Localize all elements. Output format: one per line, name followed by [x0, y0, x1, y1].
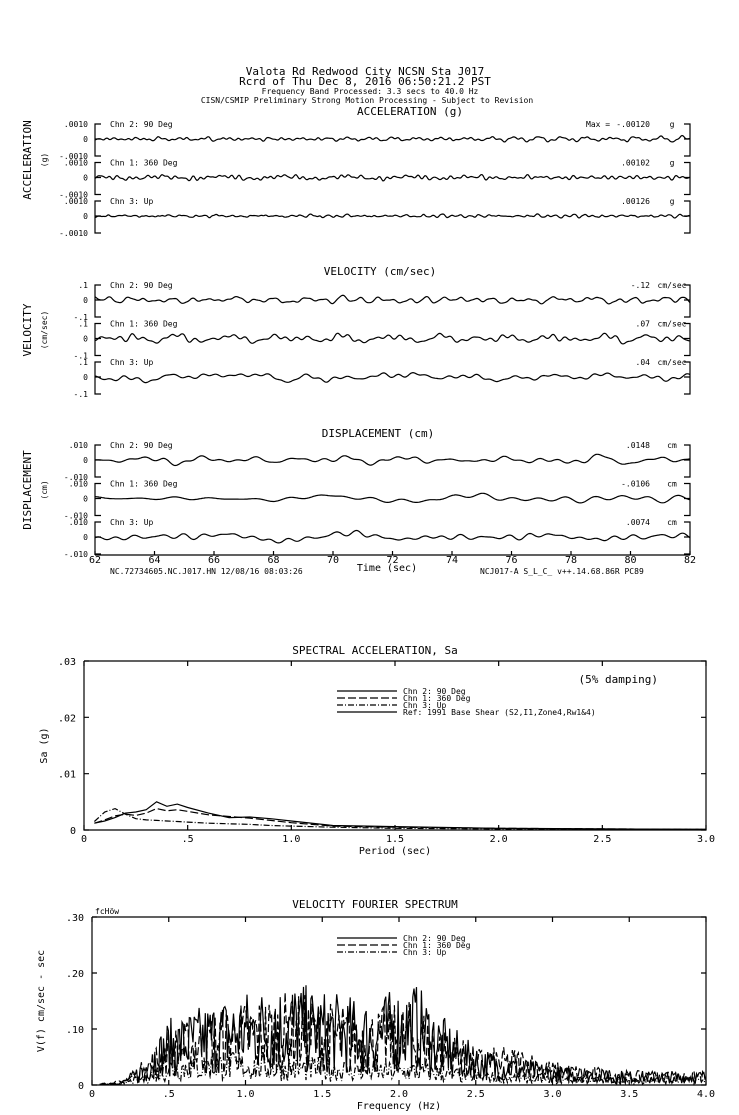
- y-axis-label: DISPLACEMENT: [21, 450, 34, 530]
- panel-title: ACCELERATION (g): [357, 105, 463, 118]
- x-tick-label: 64: [148, 555, 161, 566]
- x-tick-label: 3.5: [620, 1089, 639, 1100]
- x-tick-label: 68: [267, 555, 280, 566]
- x-tick-label: 78: [564, 555, 578, 566]
- y-tick-zero: 0: [83, 456, 88, 465]
- header: [201, 65, 534, 105]
- y-axis-label: ACCELERATION: [21, 120, 34, 200]
- x-tick-label: 1.5: [313, 1089, 332, 1100]
- x-tick-label: 2.5: [466, 1089, 485, 1100]
- y-axis-unit: (cm): [40, 480, 49, 500]
- y-tick-zero: 0: [83, 533, 88, 542]
- y-axis-label: Sa (g): [39, 727, 50, 764]
- y-tick-label: 0: [77, 1081, 84, 1092]
- y-tick-bottom: -.1: [73, 313, 88, 322]
- panel-acceleration: [21, 105, 690, 238]
- peak-value: -.0106: [621, 479, 650, 489]
- legend-label: Chn 3: Up: [403, 948, 447, 957]
- peak-unit: g: [669, 120, 675, 129]
- y-tick-bottom: -.0010: [59, 190, 88, 200]
- x-tick-label: 62: [88, 555, 102, 566]
- legend-label: Chn 1: 360 Deg: [403, 694, 471, 703]
- legend-label: Ref: 1991 Base Shear (S2,I1,Zone4,Rw1&4): [403, 708, 596, 717]
- y-axis-label: VELOCITY: [21, 303, 34, 357]
- y-tick-bottom: -.0010: [59, 152, 88, 161]
- legend-label: Chn 3: Up: [403, 701, 447, 710]
- channel-axis: [95, 484, 690, 516]
- channel-label: Chn 3: Up: [110, 518, 154, 527]
- peak-value: .07: [635, 319, 650, 329]
- x-axis-label: Period (sec): [358, 846, 432, 857]
- channel-axis: [95, 201, 690, 233]
- legend-label: Chn 1: 360 Deg: [403, 941, 471, 950]
- legend-label: Chn 2: 90 Deg: [403, 934, 466, 943]
- chart-title: SPECTRAL ACCELERATION, Sa: [292, 644, 458, 657]
- x-tick-label: 80: [624, 555, 637, 566]
- panel-displacement: [21, 427, 690, 559]
- x-tick-label: 2.0: [489, 834, 508, 845]
- panel-velocity: [21, 265, 690, 399]
- y-tick-label: .30: [65, 913, 84, 924]
- waveform-trace: [95, 295, 690, 304]
- peak-value: .00126: [621, 197, 650, 206]
- channel-label: Chn 1: 360 Deg: [110, 319, 178, 329]
- footer-right: NCJ017-A S_L_C_ v++.14.68.86R PC89: [480, 567, 644, 576]
- x-axis-label: Frequency (Hz): [356, 1101, 442, 1112]
- header-line3: Frequency Band Processed: 3.3 secs to 40.0 Hz: [261, 87, 479, 96]
- y-tick-bottom: -.0010: [59, 229, 88, 238]
- header-line2: Rcrd of Thu Dec 8, 2016 06:50:21.2 PST: [239, 75, 491, 88]
- max-label: Max =: [586, 120, 611, 129]
- header-line1: Valota Rd Redwood City NCSN Sta J017: [245, 65, 485, 78]
- channel-label: Chn 1: 360 Deg: [110, 479, 178, 489]
- y-tick-zero: 0: [83, 334, 88, 344]
- fourier-spectrum-chart: [36, 898, 715, 1112]
- x-tick-label: 72: [386, 555, 399, 566]
- y-tick-top: .010: [68, 441, 88, 450]
- peak-unit: cm: [667, 441, 677, 450]
- y-tick-bottom: -.010: [63, 473, 88, 482]
- x-tick-label: 70: [326, 555, 340, 566]
- peak-value: .0148: [625, 441, 650, 450]
- waveform-trace: [95, 454, 690, 465]
- channel-axis: [95, 324, 690, 356]
- x-tick-label: 74: [445, 555, 459, 566]
- x-tick-label: 1.5: [385, 834, 405, 845]
- peak-unit: cm: [667, 518, 677, 527]
- peak-value: -.00120: [616, 120, 650, 129]
- damping-note: (5% damping): [578, 673, 658, 686]
- y-tick-label: .01: [57, 769, 76, 781]
- peak-value: .00102: [621, 158, 650, 168]
- x-tick-label: 82: [683, 555, 697, 566]
- channel-label: Chn 2: 90 Deg: [110, 281, 173, 290]
- peak-unit: cm/sec: [657, 358, 687, 367]
- chart-title: VELOCITY FOURIER SPECTRUM: [292, 898, 458, 911]
- peak-value: -.12: [630, 281, 650, 290]
- y-tick-bottom: -.1: [73, 351, 88, 361]
- footer-left: NC.72734605.NC.J017.HN 12/08/16 08:03:26: [110, 567, 303, 576]
- spectral-acceleration-chart: [39, 644, 715, 857]
- waveform-trace: [95, 493, 690, 503]
- x-tick-label: 1.0: [282, 834, 301, 845]
- peak-unit: cm/sec: [657, 281, 687, 290]
- y-tick-top: .0010: [63, 120, 88, 129]
- x-tick-label: 4.0: [696, 1089, 716, 1100]
- peak-unit: g: [669, 158, 675, 168]
- y-tick-zero: 0: [83, 135, 88, 144]
- y-tick-zero: 0: [83, 296, 88, 305]
- waveform-trace: [95, 136, 690, 142]
- corner-label: fcHöw: [95, 907, 120, 916]
- peak-value: .04: [635, 358, 650, 367]
- y-tick-label: 0: [69, 826, 76, 837]
- channel-label: Chn 2: 90 Deg: [110, 441, 173, 450]
- y-tick-bottom: -.010: [63, 550, 88, 559]
- y-tick-zero: 0: [83, 373, 88, 382]
- legend-label: Chn 2: 90 Deg: [403, 687, 466, 696]
- waveform-trace: [95, 373, 690, 383]
- y-tick-zero: 0: [83, 212, 88, 221]
- y-tick-zero: 0: [83, 173, 88, 183]
- x-tick-label: 76: [505, 555, 518, 566]
- waveform-trace: [95, 175, 690, 181]
- x-tick-label: 2.0: [389, 1089, 409, 1100]
- y-tick-label: .20: [65, 969, 84, 980]
- peak-unit: cm/sec: [657, 319, 687, 329]
- peak-unit: cm: [667, 479, 677, 489]
- y-axis-unit: (cm/sec): [40, 310, 49, 350]
- x-tick-label: .5: [162, 1089, 175, 1100]
- y-tick-top: .010: [68, 479, 88, 489]
- panel-title: VELOCITY (cm/sec): [323, 265, 437, 278]
- x-tick-label: 3.0: [543, 1089, 562, 1100]
- x-tick-label: 1.0: [236, 1089, 255, 1100]
- channel-label: Chn 2: 90 Deg: [110, 120, 173, 129]
- y-tick-bottom: -.1: [73, 390, 88, 399]
- x-tick-label: 0: [88, 1089, 96, 1100]
- header-line4: CISN/CSMIP Preliminary Strong Motion Processing - Subject to Revision: [200, 96, 534, 105]
- y-tick-top: .0010: [63, 158, 88, 168]
- channel-label: Chn 3: Up: [110, 197, 154, 206]
- y-axis-unit: (g): [40, 152, 49, 168]
- peak-unit: g: [669, 197, 675, 206]
- y-tick-label: .03: [57, 657, 76, 668]
- series-line: [100, 985, 705, 1085]
- x-tick-label: .5: [181, 834, 194, 845]
- channel-label: Chn 1: 360 Deg: [110, 158, 178, 168]
- y-tick-bottom: -.010: [63, 511, 88, 521]
- waveform-trace: [95, 214, 690, 218]
- y-tick-zero: 0: [83, 494, 88, 504]
- x-tick-label: 0: [80, 834, 88, 845]
- y-axis-label: V(f) cm/sec - sec: [36, 949, 47, 1053]
- channel-axis: [95, 522, 690, 554]
- waveform-trace: [95, 531, 690, 543]
- y-tick-top: .1: [78, 281, 88, 290]
- channel-axis: [95, 285, 690, 317]
- y-tick-label: .10: [65, 1025, 84, 1036]
- y-tick-label: .02: [57, 713, 76, 725]
- x-tick-label: 2.5: [593, 834, 612, 845]
- x-tick-label: 66: [207, 555, 221, 566]
- y-tick-top: .0010: [63, 197, 88, 206]
- x-axis-label: Time (sec): [356, 563, 418, 574]
- panel-title: DISPLACEMENT (cm): [321, 427, 435, 440]
- waveform-trace: [95, 333, 690, 344]
- y-tick-top: .1: [78, 319, 88, 329]
- y-tick-top: .1: [78, 358, 88, 367]
- peak-value: .0074: [625, 518, 650, 527]
- series-line: [94, 802, 706, 830]
- channel-label: Chn 3: Up: [110, 358, 154, 367]
- x-tick-label: 3.0: [696, 834, 716, 845]
- y-tick-top: .010: [68, 518, 88, 527]
